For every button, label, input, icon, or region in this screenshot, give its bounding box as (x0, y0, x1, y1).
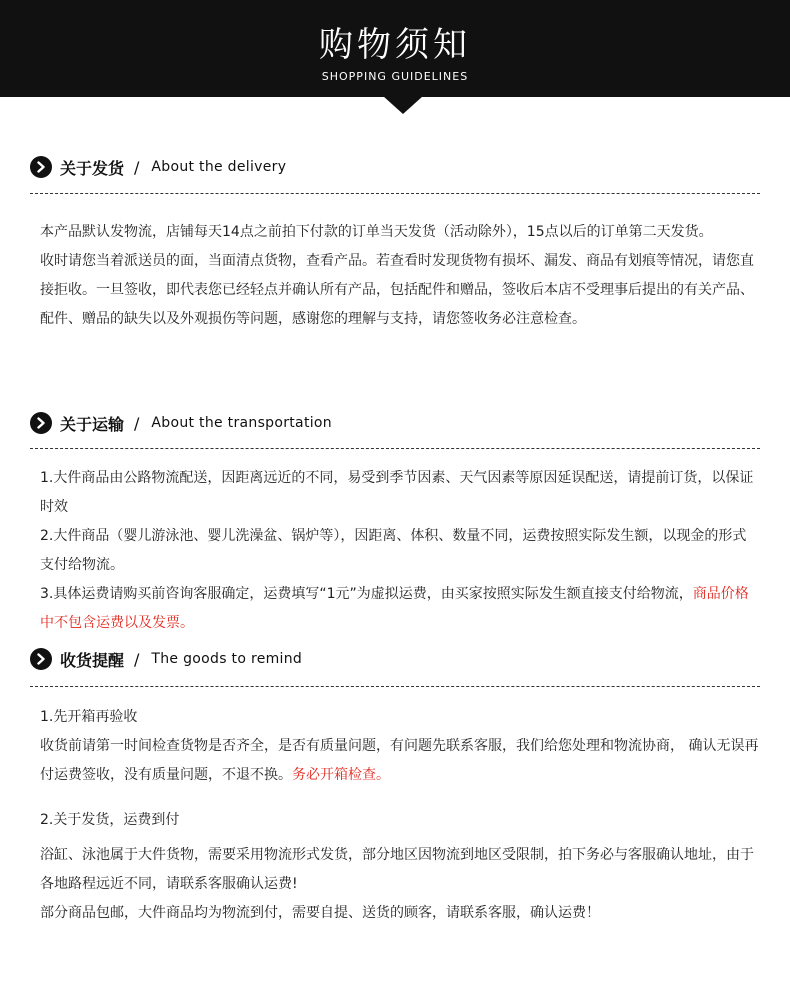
section-title-cn: 关于运输 (60, 414, 125, 434)
banner-pointer (383, 96, 423, 114)
section-title-en: About the transportation (151, 415, 332, 431)
delivery-text (40, 218, 760, 334)
paragraph: 2.大件商品（婴儿游泳池、婴儿洗澡盆、锅炉等），因距离、体积、数量不同，运费按照实际发生额，以现金的形式支付给物流。 (40, 528, 747, 573)
divider (30, 193, 760, 194)
page-title: 购物须知 (319, 25, 471, 65)
section-heading-remind (30, 646, 302, 672)
section-title-en: The goods to remind (151, 651, 303, 667)
paragraph (40, 732, 760, 790)
section-title-cn: 关于发货 (60, 158, 125, 178)
chevron-right-icon (30, 156, 52, 178)
section-heading-delivery (30, 154, 286, 180)
paragraph: 收时请您当着派送员的面，当面清点货物，查看产品。若查看时发现货物有损坏、漏发、商品有划痕等情况，请您直接拒收。一旦签收，即代表您已经轻点并确认所有产品，包括配件和赠品，签收后本店不受理事后提出的有关产品、配件、赠品的缺失以及外观损伤等问题，感谢您的理解与支持，请您签收务必注意检查。 (40, 253, 754, 327)
section-slash: / (134, 413, 140, 433)
inspect-notice: 务必开箱检查。 (292, 767, 390, 783)
subheading: 2.关于发货，运费到付 (40, 812, 180, 828)
page-subtitle: SHOPPING GUIDELINES (321, 70, 469, 83)
paragraph: 浴缸、泳池属于大件货物，需要采用物流形式发货，部分地区因物流到地区受限制，拍下务必与客服确认地址，由于各地路程远近不同，请联系客服确认运费! (40, 847, 754, 892)
subheading: 1.先开箱再验收 (40, 709, 138, 725)
divider (30, 686, 760, 687)
section-slash: / (134, 649, 140, 669)
remind-text (40, 703, 760, 928)
chevron-right-icon (30, 648, 52, 670)
paragraph: 本产品默认发物流，店铺每天14点之前拍下付款的订单当天发货（活动除外），15点以后的订单第二天发货。 (40, 224, 713, 240)
section-title-en: About the delivery (151, 159, 287, 175)
paragraph-text: 3.具体运费请购买前咨询客服确定，运费填写“1元”为虚拟运费，由买家按照实际发生额直接支付给物流， (40, 586, 693, 602)
transport-text (40, 464, 760, 638)
price-notice: 商品价格中不包含运费以及发票。 (40, 586, 749, 631)
paragraph: 1.大件商品由公路物流配送，因距离远近的不同，易受到季节因素、天气因素等原因延误配送，请提前订货，以保证时效 (40, 470, 754, 515)
section-slash: / (134, 157, 140, 177)
paragraph (40, 580, 760, 638)
section-title-cn: 收货提醒 (60, 650, 125, 670)
divider (30, 448, 760, 449)
paragraph: 部分商品包邮，大件商品均为物流到付，需要自提、送货的顾客，请联系客服，确认运费！ (40, 905, 600, 921)
header-banner (0, 0, 790, 97)
chevron-right-icon (30, 412, 52, 434)
paragraph-text: 收货前请第一时间检查货物是否齐全，是否有质量问题，有问题先联系客服，我们给您处理和物流协商， 确认无误再付运费签收，没有质量问题，不退不换。 (40, 738, 759, 783)
section-heading-transport (30, 410, 332, 436)
